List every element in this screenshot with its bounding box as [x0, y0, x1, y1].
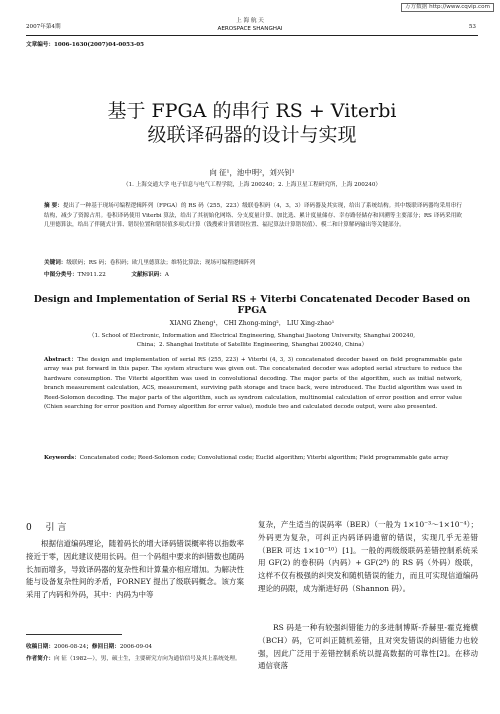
journal-cn: 上 海 航 天 [236, 18, 264, 24]
clc-label: 中图分类号： [44, 272, 78, 278]
received-label: 收稿日期： [26, 644, 54, 650]
title-cn-line-1: 基于 FPGA 的串行 RS + Viterbi [107, 100, 397, 122]
abstract-cn-label: 摘 要： [44, 203, 63, 209]
classification [44, 272, 462, 279]
header-rule [26, 35, 478, 36]
title-cn-line-2: 级联译码器的设计与实现 [147, 124, 357, 146]
title-en: Design and Implementation of Serial RS + Viterbi Concatenated Decoder Based on FPGA [33, 294, 471, 316]
affiliation-en-line-1: （1. School of Electronic, Information and Electrical Engineering, Shanghai Jiaotong University, Shanghai 200240, [88, 333, 416, 339]
revised-label: ；修回日期： [86, 644, 120, 650]
clc-value: TN911.22 [77, 272, 106, 278]
authors-cn: 向 征¹，池中明²，刘兴钊¹ [209, 168, 295, 177]
doc-code-label: 文献标识码： [131, 272, 165, 278]
keywords-cn-label: 关键词： [44, 260, 67, 266]
keywords-cn-text: 级联码；RS 码；卷积码；欧几里德算法；维特比算法；现场可编程逻辑阵列 [66, 260, 256, 266]
issue-label: 2007年第4期 [26, 24, 61, 30]
keywords-cn [44, 260, 462, 267]
article-number: 文章编号：1006-1630(2007)04-0053-05 [26, 42, 145, 48]
abstract-en [44, 356, 462, 412]
journal-en: AEROSPACE SHANGHAI [217, 26, 283, 32]
author-note-label: 作者简介： [26, 656, 54, 662]
section-title: 引 言 [45, 523, 67, 533]
keywords-en-label: Keywords： [44, 455, 80, 461]
page-number: 53 [468, 24, 476, 30]
abstract-cn [44, 202, 462, 231]
received-date: 2006-08-24 [53, 644, 87, 650]
abstract-cn-text: 提出了一种基于现场可编程逻辑阵列（FPGA）的 RS 码（255，223）级联卷积码（4，3，3）译码器及其实现，给出了系统结构。其中级联译码器均采用串行结构，减少了资源占用。卷积译码使用 Viterbi 算法，给出了其初始化网络、分支度量计算、加比选、累计度量储存、幸存路径储存和回溯等主要部分；RS 译码采用欧几里德算法，给出了伴随式计算、错误位置和错误值多项式计算（钱搜索计算错误位置、福尼算法计算错误值）、模二和计算解码输出等关键部分。 [44, 203, 462, 229]
keywords-en-text: Concatenated code; Reed-Solomon code; Convolutional code; Euclid algorithm; Viterbi algorithm; Field programmable gate array [79, 455, 449, 461]
author-note [26, 655, 244, 665]
abstract-en-label: Abstract： [44, 357, 78, 363]
abstract-en-text: The design and implementation of serial RS (255, 223) + Viterbi (4, 3, 3) concatenated decoder based on field programmable gate array was put forward in this paper. The system structure was given out. The concatenated decoder was adopted serial structure to reduce the hardware consumption. The Viterbi algorithm was used in convolutional decoding. The major parts of the algorithm, such as initial network, branch measurement calculation, ACS, measurement, surviving path storage and trace back, were introduced. The Euclid algorithm was used in Reed-Solomon decoding. The major parts of the algorithm, such as syndrom calculation, multinomial calculation of error position and error value (Chien searching for error position and Forney algorithm for error value), module two and calculated decode output, were also presented. [44, 357, 462, 411]
section-number: 0 [26, 523, 32, 533]
intro-right-paragraph-2: RS 码是一种有较强纠错能力的多进制博斯-乔赫里-霍克掩横（BCH）码，它可纠正随机差错，且对突发错误的纠错能力也较强，因此广泛用于差错控制系统以提高数据的可靠性[2]。在移动通信衰落 [258, 623, 478, 671]
footnote-rule [26, 634, 122, 635]
affiliation-cn: （1. 上海交通大学 电子信息与电气工程学院，上海 200240；2. 上海卫星工程研究所，上海 200240） [122, 182, 382, 188]
affiliation-en-line-2: China；2. Shanghai Institute of Satellite Engineering, Shanghai 200240, China） [136, 342, 368, 348]
authors-en: XIANG Zheng¹， CHI Zhong-ming²， LIU Xing-zhao¹ [169, 320, 335, 327]
revised-date: 2006-09-04 [119, 644, 153, 650]
received-note [26, 643, 244, 653]
intro-right-paragraph: 复杂，产生适当的误码率（BER）（一般为 1×10⁻³～1×10⁻⁴）；外码更为复杂，可纠正内码译码遗留的错误，实现几乎无差错（BER 可达 1×10⁻¹⁰）[1]。一般的两级级联码差错控制系统采用 GF(2) 的卷积码（内码）+ GF(2⁸) 的 RS 码（外码）级联，这样不仅有极强的纠突发和随机错误的能力，而且可实现信道编码理论的码限，成为渐进好码（Shannon 码）。 [258, 520, 478, 593]
section-intro-heading [26, 520, 66, 533]
keywords-en [44, 454, 462, 463]
source-stamp: 万方数据 http://www.cqvip.com [401, 3, 494, 12]
doc-code-value: A [164, 272, 169, 278]
intro-left-paragraph: 根据信道编码理论，随着码长的增大译码错误概率将以指数率接近于零，因此建议使用长码。但一个码组中要求的纠错数也随码长加而增多，导致译码器的复杂性和计算量亦相应增加。为解决性能与设备复杂性间的矛盾，FORNEY 提出了级联码概念。该方案采用了内码和外码，其中：内码为中等 [26, 539, 244, 600]
author-note-text: 向 征（1982—），男，硕士生，主要研究方向为通信信号及其上系统处理。 [53, 656, 241, 662]
